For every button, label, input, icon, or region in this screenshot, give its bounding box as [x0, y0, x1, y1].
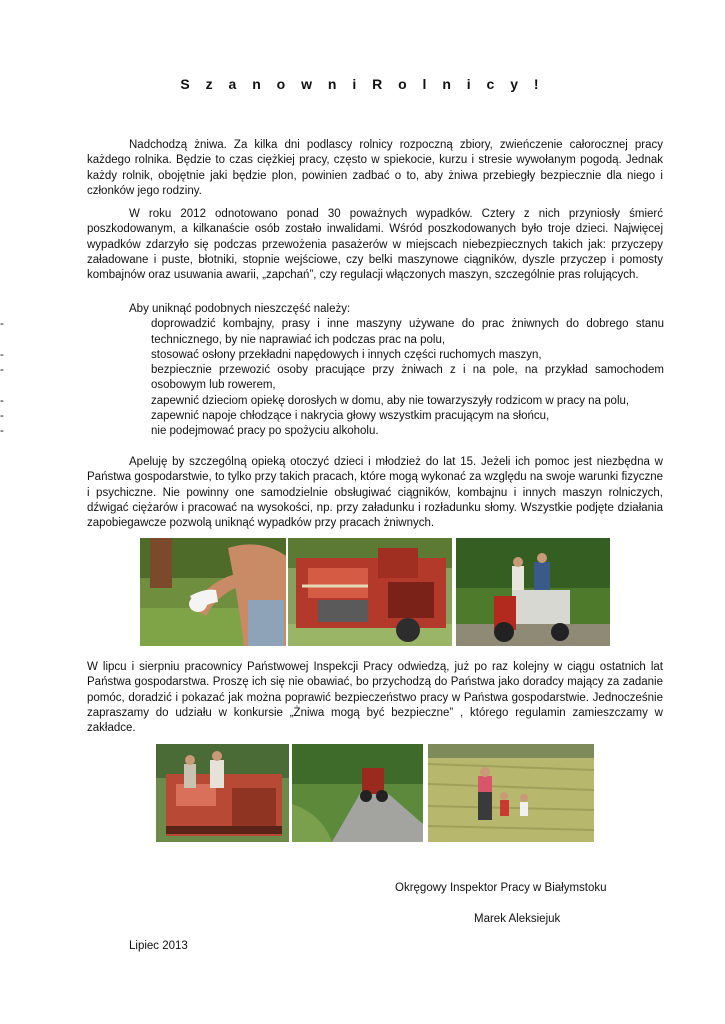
photo-injured-arm	[140, 538, 286, 646]
advice-lead: Aby uniknąć podobnych nieszczęść należy:	[129, 303, 351, 315]
paragraph-accidents-text: W roku 2012 odnotowano ponad 30 poważnych wypadków. Cztery z nich przyniosły śmierć poszkodowanym, a kilkanaście osób zostało inwalidami. Wśród poszkodowanych było troje dzieci. Najwięcej wypadków zdarzyło się podczas przewożenia pasażerów w miejscach niebezpiecznych takich jak: przyczepy załadowane i puste, błotniki, stopnie wejściowe, czy belki maszynowe ciągników, dyszle przyczep i pomosty kombajnów oraz usuwania awarii, „zapchań”, czy regulacji włączonych maszyn, szczególnie pras rolujących.	[87, 208, 663, 282]
document-date: Lipiec 2013	[129, 940, 188, 952]
paragraph-children-text: Apeluję by szczególną opieką otoczyć dzieci i młodzież do lat 15. Jeżeli ich pomoc jest niezbędna w Państwa gospodarstwie, to tylko przy takich pracach, które mogą wykonać za względu na swoje warunki fizyczne i psychiczne. Nie powinny one samodzielnie obsługiwać ciągników, kombajnu i innych maszyn rolniczych, dźwigać ciężarów i pracować na wysokości, np. przy załadunku i rozładunku słomy. Wszystkie podjęte działania zapobiegawcze pozwolą uniknąć wypadków przy pracach żniwnych.	[87, 456, 663, 530]
list-item: - zapewnić napoje chłodzące i nakrycia głowy wszystkim pracującym na słońcu,	[0, 409, 664, 424]
list-item: - stosować osłony przekładni napędowych i innych części ruchomych maszyn,	[0, 348, 664, 363]
paragraph-inspection	[87, 660, 663, 736]
photo-tractor-road	[292, 744, 423, 842]
list-item: - nie podejmować pracy po spożyciu alkoholu.	[0, 424, 664, 439]
photo-children-in-field	[428, 744, 594, 842]
paragraph-inspection-text: W lipcu i sierpniu pracownicy Państwowej Inspekcji Pracy odwiedzą, już po raz kolejny w ciągu ostatnich lat Państwa gospodarstwa. Proszę ich się nie obawiać, bo przychodzą do Państwa jako doradcy mający za zadanie pomóc, doradzić i pokazać jak można poprawić bezpieczeństwo pracy w Państwa gospodarstwie. Jednocześnie zapraszamy do udziału w konkursie „Żniwa mogą być bezpieczne” , którego regulamin zamieszczamy w zakładce.	[87, 661, 663, 735]
photo-tractor-trailer	[456, 538, 610, 646]
page-title: S z a n o w n i R o l n i c y !	[180, 76, 545, 92]
list-item: - bezpiecznie przewozić osoby pracujące przy żniwach z i na pole, na przykład samochodem osobowym lub rowerem,	[0, 363, 664, 394]
advice-list	[129, 302, 664, 440]
paragraph-intro-text: Nadchodzą żniwa. Za kilka dni podlascy rolnicy rozpoczną zbiory, zwieńczenie całorocznej pracy każdego rolnika. Będzie to czas ciężkiej pracy, często w spiekocie, kurzu i stresie wywołanym pogodą. Jednak każdy rolnik, obojętnie jaki będzie plon, powinien zadbać o to, aby żniwa przebiegły bezpiecznie dla niego i członków jego rodziny.	[87, 139, 663, 197]
paragraph-accidents	[87, 207, 663, 283]
paragraph-intro	[87, 138, 663, 199]
signature-name: Marek Aleksiejuk	[474, 913, 561, 925]
list-item: - zapewnić dzieciom opiekę dorosłych w domu, aby nie towarzyszyły rodzicom w pracy na polu,	[0, 394, 664, 409]
photo-people-on-combine	[156, 744, 289, 842]
list-item: - doprowadzić kombajny, prasy i inne maszyny używane do prac żniwnych do dobrego stanu technicznego, by nie naprawiać ich podczas prac na polu,	[0, 317, 664, 348]
paragraph-children	[87, 455, 663, 531]
signature-office: Okręgowy Inspektor Pracy w Białymstoku	[395, 882, 607, 894]
photo-combine-harvester	[288, 538, 452, 646]
